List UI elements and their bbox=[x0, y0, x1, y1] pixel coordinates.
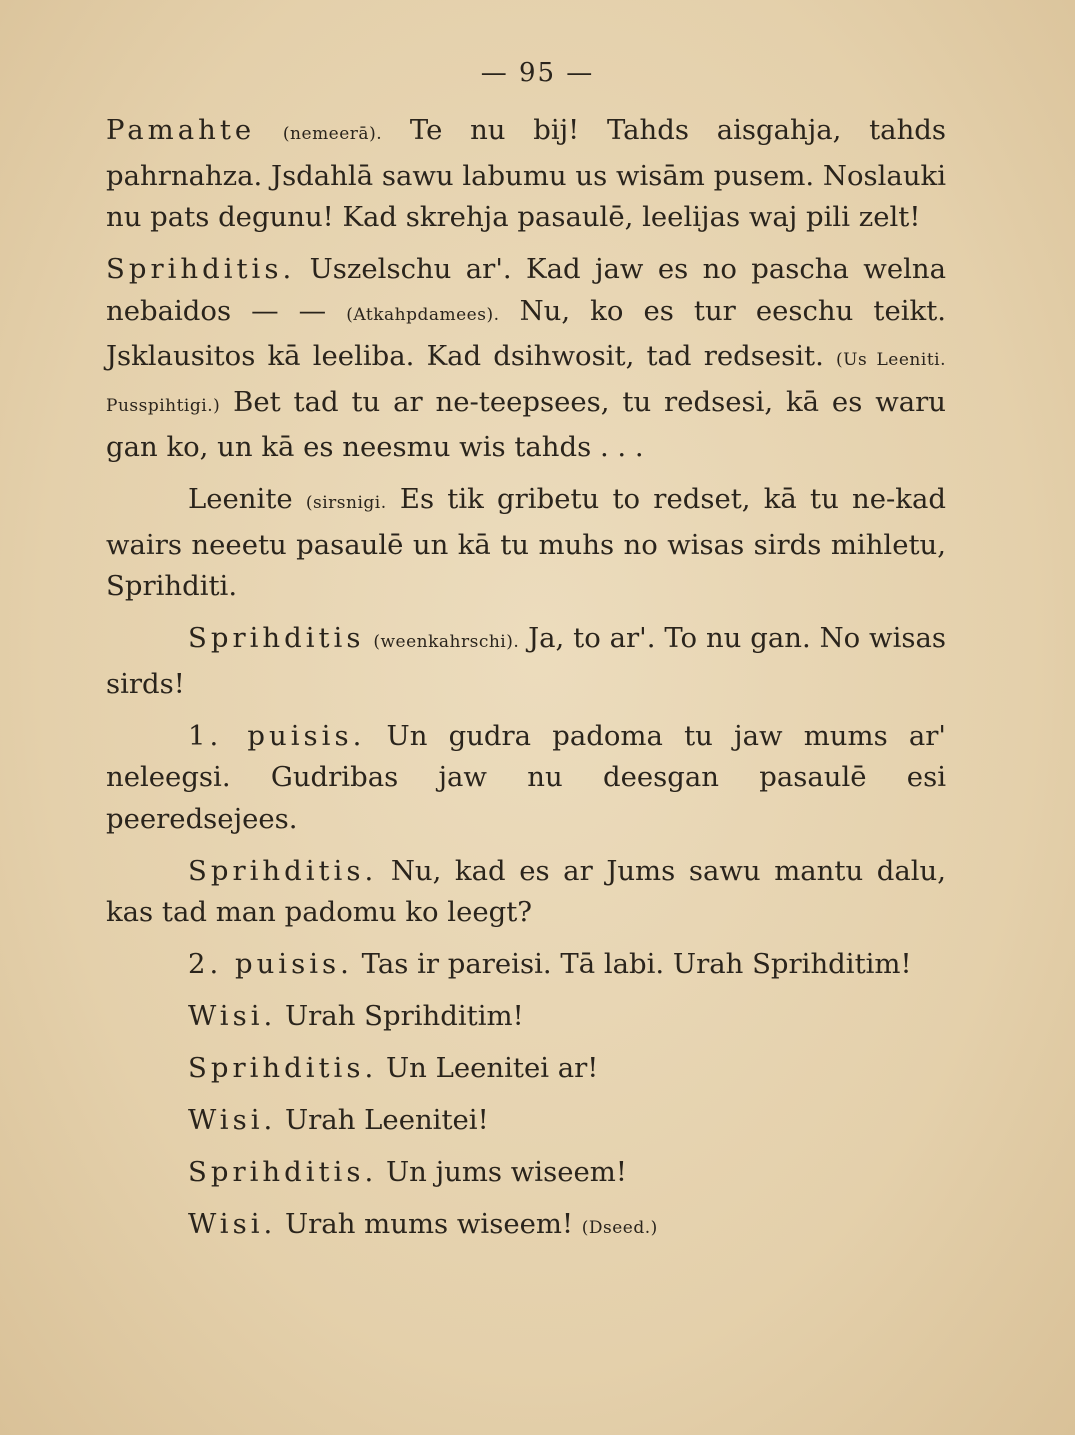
dialogue-text: Uszelschu ar'. Kad jaw es no pascha welna nebaidos — — bbox=[106, 253, 946, 327]
dialogue-text: Tas ir pareisi. Tā labi. Urah Sprihditim! bbox=[361, 948, 912, 980]
dialogue-text: Bet tad tu ar ne-teepsees, tu redsesi, kā es waru gan ko, un kā es neesmu wis tahds . . . bbox=[106, 385, 946, 463]
paragraph bbox=[106, 618, 946, 705]
speaker-name: Sprihditis. bbox=[188, 1156, 378, 1188]
dialogue-text: Un Leenitei ar! bbox=[385, 1052, 599, 1084]
dialogue-text: Es tik gribetu to redset, kā tu ne-kad wairs neeetu pasaulē un kā tu muhs no wisas sirds mihletu, Sprihditi. bbox=[106, 483, 946, 602]
dialogue-text: Ja, to ar'. To nu gan. No wisas sirds! bbox=[106, 622, 947, 700]
speaker-name: Wisi. bbox=[188, 1000, 277, 1032]
paragraph bbox=[106, 851, 946, 934]
dialogue-text: Te nu bij! Tahds aisgahja, tahds pahrnahza. Jsdahlā sawu labumu us wisām pusem. Noslauki nu pats degunu! Kad skrehja pasaulē, leelijas waj pili zelt! bbox=[106, 114, 947, 233]
speaker-name: 1. puisis. bbox=[188, 719, 366, 752]
stage-direction: (Dseed.) bbox=[581, 1218, 658, 1238]
paragraph bbox=[106, 716, 946, 841]
dialogue-text: Urah Leenitei! bbox=[284, 1104, 489, 1136]
stage-direction: (Atkahpdamees). bbox=[346, 304, 500, 325]
dialogue-text: Un jums wiseem! bbox=[385, 1156, 627, 1188]
speaker-name: 2. puisis. bbox=[188, 948, 353, 980]
dialogue-text: Nu, kad es ar Jums sawu mantu dalu, kas tad man padomu ko leegt? bbox=[106, 854, 946, 928]
speaker-name: Leenite bbox=[188, 483, 293, 515]
speaker-name: Wisi. bbox=[188, 1208, 277, 1240]
paragraph bbox=[106, 1100, 946, 1142]
speaker-name: Sprihditis. bbox=[188, 854, 378, 887]
speaker-name: Wisi. bbox=[188, 1104, 277, 1136]
page-number: — 95 — bbox=[480, 58, 595, 88]
paragraph bbox=[106, 1204, 946, 1250]
stage-direction: (Us Leeniti. Pusspihtigi.) bbox=[106, 350, 946, 416]
paragraph bbox=[106, 1048, 946, 1090]
dialogue-text: Urah mums wiseem! bbox=[284, 1208, 573, 1240]
speaker-name: Sprihditis. bbox=[106, 253, 296, 285]
paragraph bbox=[106, 1152, 946, 1194]
paragraph bbox=[106, 944, 946, 986]
play-text bbox=[106, 110, 946, 1250]
speaker-name: Sprihditis. bbox=[188, 1052, 378, 1084]
stage-direction: (weenkahrschi). bbox=[373, 632, 520, 652]
stage-direction: (sirsnigi. bbox=[305, 493, 387, 513]
paragraph bbox=[106, 110, 946, 239]
dialogue-text: Nu, ko es tur eeschu teikt. Jsklausitos kā leeliba. Kad dsihwosit, tad redsesit. bbox=[106, 294, 946, 372]
paragraph bbox=[106, 479, 946, 608]
paragraph bbox=[106, 996, 946, 1038]
dialogue-text: Un gudra padoma tu jaw mums ar' neleegsi. Gudribas jaw nu deesgan pasaulē esi peeredsejees. bbox=[106, 719, 946, 835]
paragraph bbox=[106, 249, 946, 469]
stage-direction: (nemeerā). bbox=[282, 124, 383, 144]
speaker-name: Pamahte bbox=[106, 114, 256, 146]
speaker-name: Sprihditis bbox=[188, 622, 365, 654]
dialogue-text: Urah Sprihditim! bbox=[284, 1000, 524, 1032]
